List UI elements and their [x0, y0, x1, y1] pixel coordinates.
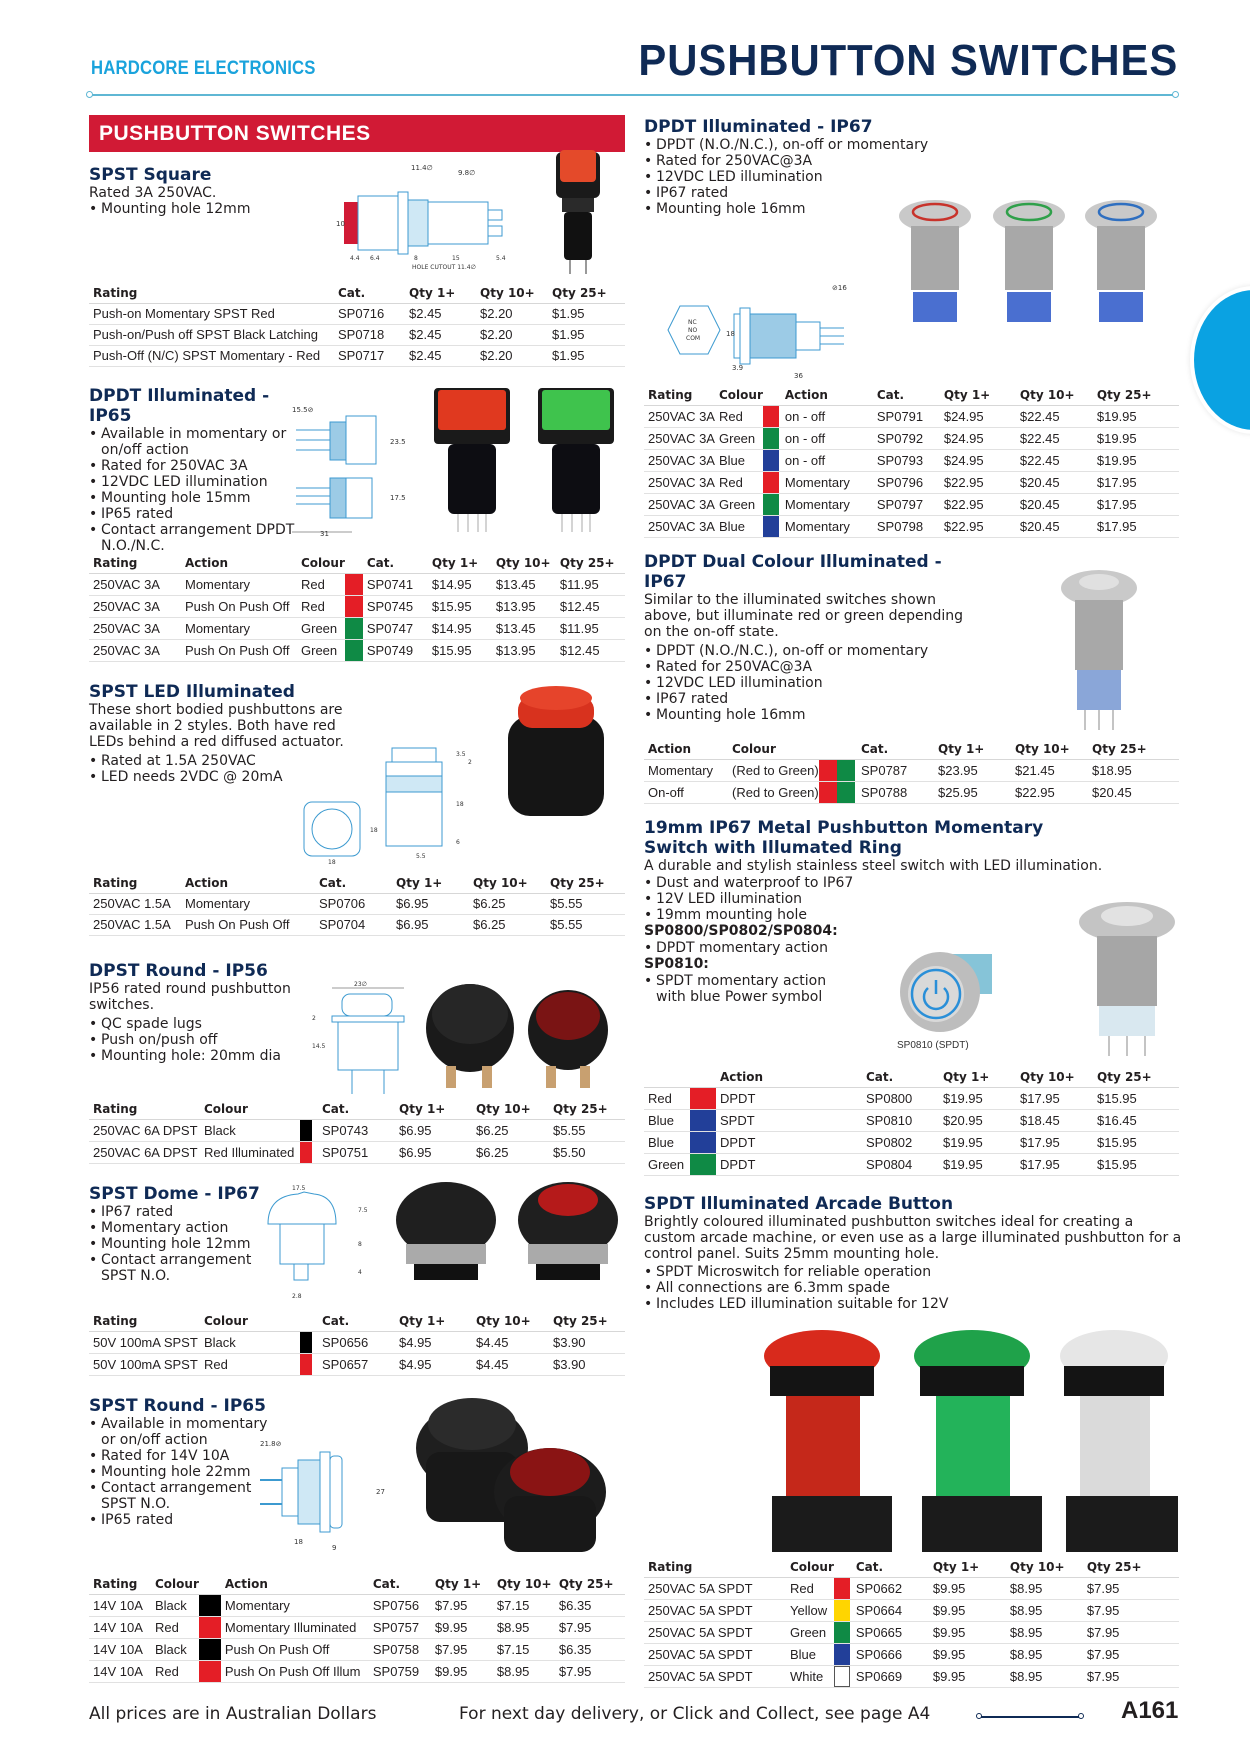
colour-swatch: [834, 1600, 850, 1621]
table-row: 14V 10A Black Momentary SP0756 $7.95 $7.15 $6.35: [89, 1594, 625, 1616]
table-row: 250VAC 3A Green on - off SP0792 $24.95 $22.45 $19.95: [644, 427, 1179, 449]
table-row: Blue SPDT SP0810 $20.95 $18.45 $16.45: [644, 1109, 1179, 1131]
bullet: • Mounting hole 16mm: [644, 201, 964, 217]
svg-text:9: 9: [332, 1544, 337, 1552]
page-title: PUSHBUTTON SWITCHES: [638, 36, 1178, 85]
spst-round-ip65-diagram: [258, 1432, 398, 1552]
colour-swatch: [199, 1639, 221, 1660]
colour-swatch: [690, 1088, 716, 1109]
spst-square-section: [89, 165, 359, 217]
svg-text:23.5: 23.5: [390, 438, 406, 446]
bullet: • 12V LED illumination: [644, 891, 1114, 907]
colour-swatch: [345, 574, 363, 595]
dpst-round-photo: [420, 978, 630, 1098]
svg-text:14.5: 14.5: [312, 1043, 326, 1050]
colour-swatch: [300, 1142, 312, 1163]
table-row: 250VAC 5A SPDT White SP0669 $9.95 $8.95 $7.95: [644, 1665, 1179, 1687]
svg-text:23∅: 23∅: [354, 981, 367, 988]
section-title: DPDT Illuminated - IP67: [644, 117, 873, 137]
colour-swatch-green: [837, 760, 855, 781]
svg-text:HOLE CUTOUT 11.4∅: HOLE CUTOUT 11.4∅: [412, 264, 476, 270]
table-row: 250VAC 5A SPDT Yellow SP0664 $9.95 $8.95 $7.95: [644, 1599, 1179, 1621]
dpdt-dual-table: Action Colour Cat. Qty 1+ Qty 10+ Qty 25+ Momentary (Red to Green) SP0787 $23.95 $21.45 $18.95 On-off (Red to Green) SP0788 $25.95 $22.95 $20.45: [644, 740, 1179, 804]
bullet: • 12VDC LED illumination: [89, 474, 299, 490]
svg-text:18: 18: [328, 859, 336, 866]
section-title: SPST Round - IP65: [89, 1396, 266, 1416]
bullet: • Rated for 250VAC@3A: [644, 153, 964, 169]
table-row: 50V 100mA SPST Red SP0657 $4.95 $4.45 $3.90: [89, 1353, 625, 1375]
bullet: • SPDT Microswitch for reliable operation: [644, 1264, 1184, 1280]
bullet: • IP67 rated: [644, 185, 964, 201]
svg-text:17.5: 17.5: [292, 1185, 306, 1192]
divider-dot-icon: [976, 1713, 982, 1719]
section-title: DPDT Dual Colour Illuminated - IP67: [644, 552, 942, 592]
svg-text:18: 18: [456, 801, 464, 808]
bullet: • IP67 rated: [644, 691, 984, 707]
spst-led-table: Rating Action Cat. Qty 1+ Qty 10+ Qty 25+ 250VAC 1.5A Momentary SP0706 $6.95 $6.25 $5.55 250VAC 1.5A Push On Push Off SP0704 $6.95 $6.25 $5.55: [89, 874, 625, 936]
spst-round-ip65-table: Rating Colour Action Cat. Qty 1+ Qty 10+ Qty 25+ 14V 10A Black Momentary SP0756 $7.95 $7.15 $6.35 14V 10A Red Momentary Illuminated SP0757 $9.95 $8.95 $7.95 14V 10A Black Push On Push Off SP0758 $7.95 $7.15 $6.35 14V 10A Red Push On Push Off Illum SP0759 $9.95 $8.95 $7.95: [89, 1575, 625, 1683]
colour-swatch: [834, 1622, 850, 1643]
spst-round-ip65-photo: [400, 1392, 620, 1562]
svg-text:15: 15: [452, 255, 460, 262]
dpdt-ip67-photo: [895, 196, 1175, 346]
bullet: • IP65 rated: [89, 506, 299, 522]
divider-dot-icon: [1172, 91, 1179, 98]
colour-swatch: [199, 1595, 221, 1616]
dpdt-ip67-table: Rating Colour Action Cat. Qty 1+ Qty 10+ Qty 25+ 250VAC 3A Red on - off SP0791 $24.95 $22.45 $19.95 250VAC 3A Green on - off SP0792 $24.95 $22.45 $19.95 250VAC 3A Blue on - off SP0793 $24.95 $22.45 $19.95 250VAC 3A Red Momentary SP0796 $22.95 $20.45 $17.95 250VAC 3A Green Momentary SP0797 $22.95 $20.45 $17.95 250VAC 3A Blue Momentary SP0798 $22.95 $20.45 $17.95: [644, 386, 1179, 538]
spst-round-ip65-section: [89, 1396, 269, 1528]
colour-swatch: [763, 428, 779, 449]
section-banner-label: PUSHBUTTON SWITCHES: [99, 122, 371, 145]
dpdt-ip65-diagram: [290, 404, 420, 540]
page-number: A161: [1121, 1697, 1179, 1724]
bullet: • SPDT momentary action with blue Power symbol: [644, 973, 834, 1005]
colour-swatch: [690, 1154, 716, 1175]
arcade-photo: [752, 1326, 1182, 1556]
svg-text:⊘16: ⊘16: [832, 284, 847, 292]
colour-swatch: [300, 1120, 312, 1141]
table-row: 14V 10A Red Push On Push Off Illum SP0759 $9.95 $8.95 $7.95: [89, 1660, 625, 1682]
svg-text:COM: COM: [686, 335, 701, 342]
svg-text:7.5: 7.5: [358, 1207, 368, 1214]
bullet: • Available in momentary or on/off action: [89, 426, 299, 458]
svg-text:4: 4: [358, 1269, 362, 1276]
table-row: 250VAC 3A Green Momentary SP0797 $22.95 $20.45 $17.95: [644, 493, 1179, 515]
table-row: 250VAC 3A Red Momentary SP0796 $22.95 $20.45 $17.95: [644, 471, 1179, 493]
svg-text:4.4: 4.4: [350, 255, 360, 262]
bullet: • Contact arrangement SPST N.O.: [89, 1480, 269, 1512]
bullet: • Mounting hole 16mm: [644, 707, 984, 723]
bullet: • Momentary action: [89, 1220, 269, 1236]
colour-swatch: [763, 406, 779, 427]
metal-19mm-section: [644, 818, 1114, 1005]
svg-text:36: 36: [794, 372, 803, 380]
bullet: • Mounting hole 12mm: [89, 1236, 269, 1252]
bullet: • Rated at 1.5A 250VAC: [89, 753, 349, 769]
bullet: • Contact arrangement SPST N.O.: [89, 1252, 269, 1284]
chapter-tab[interactable]: [1194, 290, 1250, 430]
colour-swatch: [763, 494, 779, 515]
bullet: • LED needs 2VDC @ 20mA: [89, 769, 349, 785]
section-title: DPST Round - IP56: [89, 961, 268, 981]
section-desc: Brightly coloured illuminated pushbutton switches ideal for creating a custom arcade machine, or even use as a large illuminated pushbutton for a control panel. Suits 25mm mounting hole.: [644, 1214, 1182, 1262]
section-title: SPST Square: [89, 165, 212, 185]
bullet: • Mounting hole 12mm: [89, 201, 359, 217]
table-row: 250VAC 5A SPDT Red SP0662 $9.95 $8.95 $7.95: [644, 1577, 1179, 1599]
section-title: SPDT Illuminated Arcade Button: [644, 1194, 954, 1214]
table-row: 50V 100mA SPST Black SP0656 $4.95 $4.45 $3.90: [89, 1331, 625, 1353]
colour-swatch: [300, 1354, 312, 1375]
bullet: • Rated for 250VAC@3A: [644, 659, 984, 675]
svg-text:15.5⊘: 15.5⊘: [292, 406, 314, 414]
svg-text:6: 6: [456, 839, 460, 846]
spst-dome-photo: [388, 1180, 628, 1300]
bullet: • Push on/push off: [89, 1032, 319, 1048]
spst-led-photo: [500, 682, 610, 832]
svg-text:21.8⊘: 21.8⊘: [260, 1440, 282, 1448]
spst-square-diagram: [336, 160, 516, 270]
svg-text:18: 18: [726, 330, 735, 338]
dpst-round-section: [89, 961, 319, 1064]
bullet: • Available in momentary or on/off action: [89, 1416, 269, 1448]
colour-swatch: [763, 516, 779, 537]
footer-divider: [980, 1716, 1080, 1718]
dpst-round-table: Rating Colour Cat. Qty 1+ Qty 10+ Qty 25+ 250VAC 6A DPST Black SP0743 $6.95 $6.25 $5.55 250VAC 6A DPST Red Illuminated SP0751 $6.95 $6.25 $5.50: [89, 1100, 625, 1164]
table-row: Push-Off (N/C) SPST Momentary - Red SP0717 $2.45 $2.20 $1.95: [89, 345, 625, 366]
colour-swatch: [199, 1661, 221, 1682]
table-row: 250VAC 1.5A Push On Push Off SP0704 $6.95 $6.25 $5.55: [89, 914, 625, 935]
bullet: • DPDT momentary action: [644, 940, 1114, 956]
colour-swatch: [763, 450, 779, 471]
dpdt-dual-photo: [1055, 566, 1145, 736]
bullet: • All connections are 6.3mm spade: [644, 1280, 1184, 1296]
footer-delivery-link[interactable]: For next day delivery, or Click and Collect, see page A4: [459, 1704, 931, 1724]
table-row: On-off (Red to Green) SP0788 $25.95 $22.95 $20.45: [644, 781, 1179, 803]
section-desc: These short bodied pushbuttons are available in 2 styles. Both have red LEDs behind a red diffused actuator.: [89, 702, 344, 750]
colour-swatch: [199, 1617, 221, 1638]
colour-swatch: [690, 1110, 716, 1131]
bullet: • 12VDC LED illumination: [644, 675, 984, 691]
colour-swatch: [763, 472, 779, 493]
svg-text:2: 2: [468, 759, 472, 766]
svg-text:18: 18: [370, 827, 378, 834]
bullet: • 12VDC LED illumination: [644, 169, 964, 185]
svg-text:8: 8: [358, 1241, 362, 1248]
table-row: Blue DPDT SP0802 $19.95 $17.95 $15.95: [644, 1131, 1179, 1153]
subhead: SP0810:: [644, 956, 709, 972]
svg-text:17.5: 17.5: [390, 494, 406, 502]
bullet: • QC spade lugs: [89, 1016, 319, 1032]
section-title: SPST LED Illuminated: [89, 682, 295, 702]
table-row: 250VAC 3A Blue Momentary SP0798 $22.95 $20.45 $17.95: [644, 515, 1179, 537]
table-row: Push-on/Push off SPST Black Latching SP0718 $2.45 $2.20 $1.95: [89, 324, 625, 345]
section-banner: [89, 115, 625, 152]
spst-square-table: Rating Cat. Qty 1+ Qty 10+ Qty 25+ Push-on Momentary SPST Red SP0716 $2.45 $2.20 $1.95 Push-on/Push off SPST Black Latching SP0718 $2.45 $2.20 $1.95 Push-Off (N/C) SPST Momentary - Red SP0717 $2.45 $2.20 $1.95: [89, 284, 625, 367]
dpst-round-diagram: [312, 978, 412, 1098]
colour-swatch: [834, 1644, 850, 1665]
svg-text:31: 31: [320, 530, 329, 538]
svg-text:NC: NC: [688, 319, 697, 326]
svg-text:8: 8: [414, 255, 418, 262]
bullet: • IP67 rated: [89, 1204, 269, 1220]
table-row: 250VAC 5A SPDT Green SP0665 $9.95 $8.95 $7.95: [644, 1621, 1179, 1643]
header-divider: [92, 94, 1176, 96]
colour-swatch: [300, 1332, 312, 1353]
metal-19mm-table: Action Cat. Qty 1+ Qty 10+ Qty 25+ Red DPDT SP0800 $19.95 $17.95 $15.95 Blue SPDT SP0810 $20.95 $18.45 $16.45 Blue DPDT SP0802 $19.95 $17.95 $15.95 Green DPDT SP0804 $19.95 $17.95 $15.95: [644, 1068, 1179, 1176]
svg-text:6.4: 6.4: [370, 255, 380, 262]
section-title: 19mm IP67 Metal Pushbutton Momentary Switch with Illumated Ring: [644, 818, 1044, 858]
section-desc: Similar to the illuminated switches shown above, but illuminate red or green depending on the on-off state.: [644, 592, 964, 640]
svg-text:5.5: 5.5: [416, 853, 426, 860]
svg-text:3.9: 3.9: [732, 364, 744, 372]
section-desc: IP56 rated round pushbutton switches.: [89, 981, 291, 1013]
divider-dot-icon: [86, 91, 93, 98]
table-row: 14V 10A Black Push On Push Off SP0758 $7.95 $7.15 $6.35: [89, 1638, 625, 1660]
arcade-table: Rating Colour Cat. Qty 1+ Qty 10+ Qty 25+ 250VAC 5A SPDT Red SP0662 $9.95 $8.95 $7.95 250VAC 5A SPDT Yellow SP0664 $9.95 $8.95 $7.95 250VAC 5A SPDT Green SP0665 $9.95 $8.95 $7.95 250VAC 5A SPDT Blue SP0666 $9.95 $8.95 $7.95 250VAC 5A SPDT White SP0669 $9.95 $8.95 $7.95: [644, 1558, 1179, 1688]
metal-19mm-photo-sp0810: [896, 940, 1016, 1040]
brand-name: HARDCORE ELECTRONICS: [91, 58, 316, 79]
spst-dome-section: [89, 1184, 269, 1284]
svg-text:2.8: 2.8: [292, 1293, 302, 1300]
bullet: • Rated for 14V 10A: [89, 1448, 269, 1464]
table-row: 250VAC 5A SPDT Blue SP0666 $9.95 $8.95 $7.95: [644, 1643, 1179, 1665]
colour-swatch: [345, 640, 363, 661]
table-row: 250VAC 3A Red on - off SP0791 $24.95 $22.45 $19.95: [644, 405, 1179, 427]
table-row: 250VAC 3A Push On Push Off Red SP0745 $15.95 $13.95 $12.45: [89, 595, 625, 617]
table-row: 250VAC 1.5A Momentary SP0706 $6.95 $6.25 $5.55: [89, 893, 625, 914]
dpdt-dual-section: [644, 552, 984, 723]
bullet: • 19mm mounting hole: [644, 907, 1114, 923]
svg-text:2: 2: [312, 1015, 316, 1022]
table-row: Green DPDT SP0804 $19.95 $17.95 $15.95: [644, 1153, 1179, 1175]
bullet: • Mounting hole 15mm: [89, 490, 299, 506]
colour-swatch: [690, 1132, 716, 1153]
svg-text:10: 10: [336, 220, 345, 228]
table-row: 250VAC 3A Blue on - off SP0793 $24.95 $22.45 $19.95: [644, 449, 1179, 471]
bullet: • Includes LED illumination suitable for 12V: [644, 1296, 1184, 1312]
footer-currency-note: All prices are in Australian Dollars: [89, 1704, 377, 1724]
colour-swatch: [345, 596, 363, 617]
metal-19mm-photo: [1075, 900, 1185, 1060]
spst-square-photo: [548, 148, 608, 276]
table-row: 14V 10A Red Momentary Illuminated SP0757 $9.95 $8.95 $7.95: [89, 1616, 625, 1638]
table-row: 250VAC 3A Push On Push Off Green SP0749 $15.95 $13.95 $12.45: [89, 639, 625, 661]
bullet: • DPDT (N.O./N.C.), on-off or momentary: [644, 137, 964, 153]
colour-swatch-green: [837, 782, 855, 803]
svg-text:5.4: 5.4: [496, 255, 506, 262]
arcade-section: [644, 1194, 1184, 1312]
table-row: Push-on Momentary SPST Red SP0716 $2.45 $2.20 $1.95: [89, 303, 625, 324]
bullet: • Mounting hole 22mm: [89, 1464, 269, 1480]
section-desc: Rated 3A 250VAC.: [89, 185, 217, 201]
bullet: • Rated for 250VAC 3A: [89, 458, 299, 474]
bullet: • DPDT (N.O./N.C.), on-off or momentary: [644, 643, 984, 659]
dpdt-ip65-table: Rating Action Colour Cat. Qty 1+ Qty 10+ Qty 25+ 250VAC 3A Momentary Red SP0741 $14.95 $13.45 $11.95 250VAC 3A Push On Push Off Red SP0745 $15.95 $13.95 $12.45 250VAC 3A Momentary Green SP0747 $14.95 $13.45 $11.95 250VAC 3A Push On Push Off Green SP0749 $15.95 $13.95 $12.45: [89, 554, 625, 662]
colour-swatch: [834, 1578, 850, 1599]
bullet: • Contact arrangement DPDT N.O./N.C.: [89, 522, 299, 554]
colour-swatch-red: [819, 760, 837, 781]
section-title: SPST Dome - IP67: [89, 1184, 260, 1204]
table-row: 250VAC 6A DPST Black SP0743 $6.95 $6.25 $5.55: [89, 1119, 625, 1141]
divider-dot-icon: [1078, 1713, 1084, 1719]
section-desc: A durable and stylish stainless steel switch with LED illumination.: [644, 858, 1103, 874]
dpdt-ip67-diagram: [664, 280, 874, 380]
table-row: 250VAC 6A DPST Red Illuminated SP0751 $6.95 $6.25 $5.50: [89, 1141, 625, 1163]
table-row: 250VAC 3A Momentary Green SP0747 $14.95 $13.45 $11.95: [89, 617, 625, 639]
image-caption: SP0810 (SPDT): [897, 1040, 969, 1051]
colour-swatch: [345, 618, 363, 639]
spst-dome-diagram: [258, 1182, 378, 1308]
spst-led-diagram: [298, 740, 478, 866]
svg-text:NO: NO: [688, 327, 698, 334]
dpdt-ip65-photo: [428, 386, 628, 536]
colour-swatch-red: [819, 782, 837, 803]
svg-text:27: 27: [376, 1488, 385, 1496]
subhead: SP0800/SP0802/SP0804:: [644, 923, 838, 939]
bullet: • Dust and waterproof to IP67: [644, 875, 1114, 891]
bullet: • IP65 rated: [89, 1512, 269, 1528]
svg-text:18: 18: [294, 1538, 303, 1546]
dpdt-ip65-section: [89, 386, 299, 554]
colour-swatch: [834, 1666, 850, 1687]
table-row: Red DPDT SP0800 $19.95 $17.95 $15.95: [644, 1087, 1179, 1109]
table-row: Momentary (Red to Green) SP0787 $23.95 $21.45 $18.95: [644, 759, 1179, 781]
svg-text:9.8∅: 9.8∅: [458, 169, 476, 177]
bullet: • Mounting hole: 20mm dia: [89, 1048, 319, 1064]
spst-dome-table: Rating Colour Cat. Qty 1+ Qty 10+ Qty 25+ 50V 100mA SPST Black SP0656 $4.95 $4.45 $3.90 50V 100mA SPST Red SP0657 $4.95 $4.45 $3.90: [89, 1312, 625, 1376]
svg-text:11.4∅: 11.4∅: [411, 164, 433, 172]
section-title: DPDT Illuminated - IP65: [89, 386, 270, 426]
svg-text:3.5: 3.5: [456, 751, 466, 758]
table-row: 250VAC 3A Momentary Red SP0741 $14.95 $13.45 $11.95: [89, 573, 625, 595]
